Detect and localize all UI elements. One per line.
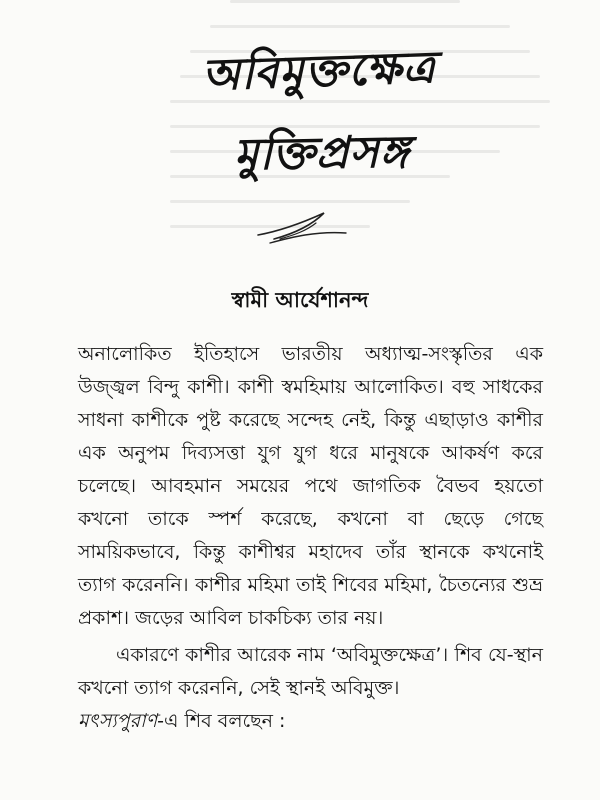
title-line-2: মুক্তিপ্রসঙ্গ <box>233 126 411 181</box>
paragraph-1: অনালোকিত ইতিহাসে ভারতীয় অধ্যাত্ম-সংস্কৃতির এক উজ্জ্বল বিন্দু কাশী। কাশী স্বমহিমায় আলোকিত। বহু সাধকের সাধনা কাশীকে পুষ্ট করেছে সন্দেহ নেই, কিন্তু এছাড়াও কাশীর এক অনুপম দিব্যসত্তা যুগ যুগ ধরে মানুষকে আকর্ষণ করে চলেছে। আবহমান সময়ের পথে জাগতিক বৈভব হয়তো কখনো তাকে স্পর্শ করেছে, কখনো বা ছেড়ে গেছে সাময়িকভাবে, কিন্তু কাশীশ্বর মহাদেব তাঁর স্থানকে কখনোই ত্যাগ করেননি। কাশীর মহিমা তাই শিবের মহিমা, চৈতন্যের শুভ্র প্রকাশ। জড়ের আবিল চাকচিক্য তার নয়। <box>78 343 543 629</box>
quote-intro-text: -এ শিব বলছেন : <box>157 710 286 732</box>
body-text <box>78 338 543 738</box>
author-name: স্বামী আর্যেশানন্দ <box>231 287 369 312</box>
paragraph-2: একারণে কাশীর আরেক নাম ‘অবিমুক্তক্ষেত্র’। শিব যে-স্থান কখনো ত্যাগ করেননি, সেই স্থানই অবিমুক্ত। <box>78 644 543 699</box>
quote-source: মৎস্যপুরাণ <box>78 710 158 732</box>
flourish-ornament-icon <box>250 205 350 255</box>
quote-intro <box>78 705 543 738</box>
title-line-1: অবিমুক্তক্ষেত্র <box>201 41 437 102</box>
